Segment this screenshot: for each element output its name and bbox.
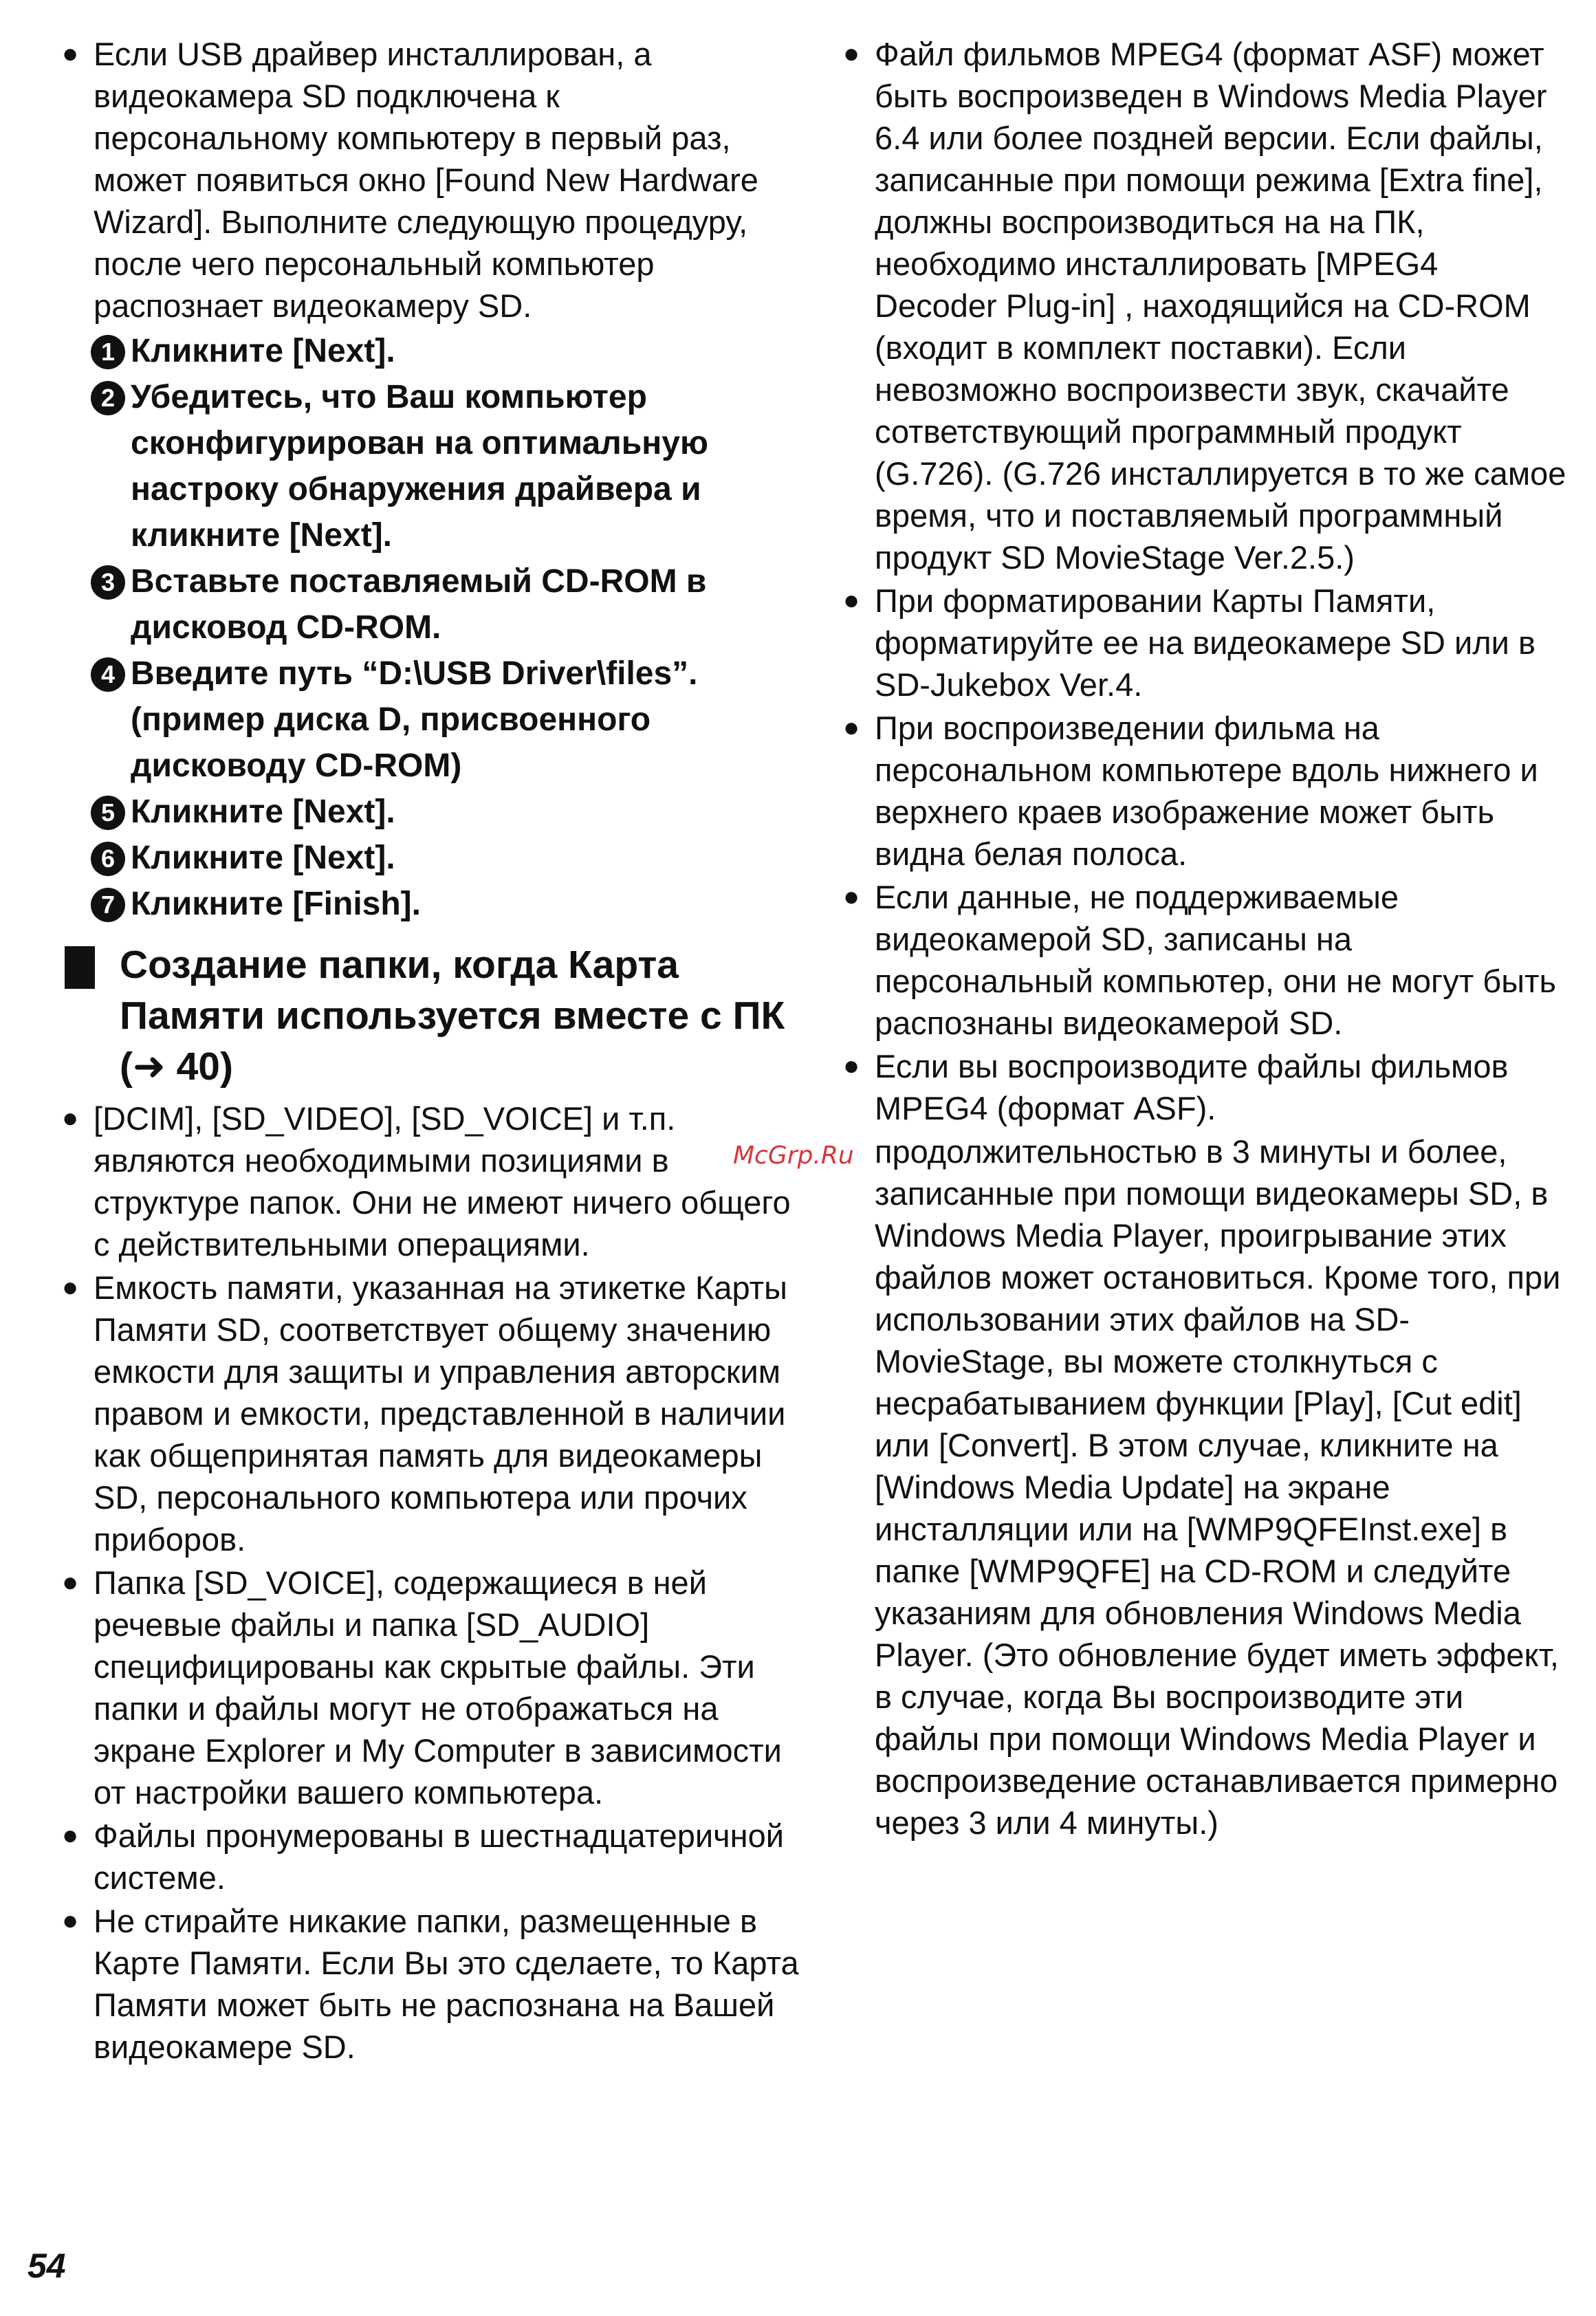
section-heading	[59, 939, 802, 1092]
step-number-5: 5	[91, 796, 125, 830]
step-number-6: 6	[91, 842, 125, 876]
bullet-icon: ●	[843, 585, 860, 615]
step-5	[59, 789, 802, 835]
section-marker-icon	[65, 946, 95, 989]
right-column	[840, 33, 1569, 1844]
step-text-7: Кликните [Finish].	[131, 886, 421, 922]
list-item	[840, 580, 1569, 706]
step-7	[59, 881, 802, 927]
list-item-text: При воспроизведении фильма на персональном компьютере вдоль нижнего и верхнего краев изображение может быть видна белая полоса.	[875, 710, 1538, 872]
bullet-icon: ●	[843, 1051, 860, 1081]
list-item	[840, 33, 1569, 578]
step-number-2: 2	[91, 381, 125, 415]
list-item-text: Файлы пронумерованы в шестнадцатеричной системе.	[94, 1817, 784, 1896]
step-text-1: Кликните [Next].	[131, 333, 395, 369]
list-item	[59, 1562, 802, 1813]
list-item-text: Емкость памяти, указанная на этикетке Карты Памяти SD, соответствует общему значению емкости для защиты и управления авторским правом и емкости, представленной в наличии как общепринятая память для видеокамеры SD, персонального компьютера или прочих приборов.	[94, 1269, 787, 1558]
list-item	[840, 707, 1569, 875]
step-6	[59, 835, 802, 881]
list-item	[59, 1815, 802, 1899]
bullet-icon: ●	[62, 1567, 79, 1597]
step-text-2: Убедитесь, что Ваш компьютер сконфигурирован на оптимальную настроку обнаружения драйвера и кликните [Next].	[131, 379, 708, 554]
step-3	[59, 558, 802, 651]
left-column	[59, 33, 802, 2069]
step-number-3: 3	[91, 565, 125, 600]
step-4	[59, 651, 802, 789]
bullet-icon: ●	[62, 1905, 79, 1936]
list-item	[840, 876, 1569, 1044]
list-item-text: Файл фильмов MPEG4 (формат ASF) может быть воспроизведен в Windows Media Player 6.4 или более поздней версии. Если файлы, записанные при помощи режима [Extra fine], должны воспроизводиться на на ПК, необходимо инсталлировать [MPEG4 Decoder Plug-in] , находящийся на CD-ROM (входит в комплект поставки). Если невозможно воспроизвести звук, скачайте сответствующий программный продукт (G.726). (G.726 инсталлируется в то же самое время, что и поставляемый программный продукт SD MovieStage Ver.2.5.)	[875, 36, 1566, 576]
list-item-text: Папка [SD_VOICE], содержащиеся в ней речевые файлы и папка [SD_AUDIO] специфицированы как скрытые файлы. Эти папки и файлы могут не отображаться на экране Explorer и My Computer в зависимости от настройки вашего компьютера.	[94, 1564, 782, 1811]
bullet-icon: ●	[62, 1272, 79, 1302]
list-item-text: При форматировании Карты Памяти, форматируйте ее на видеокамере SD или в SD-Jukebox Ver.4.	[875, 582, 1535, 703]
page-number: 54	[28, 2247, 66, 2285]
step-text-5: Кликните [Next].	[131, 794, 395, 830]
step-2	[59, 374, 802, 558]
list-item-text: Если вы воспроизводите файлы фильмов MPEG4 (формат ASF).	[875, 1048, 1509, 1126]
step-text-6: Кликните [Next].	[131, 840, 395, 876]
bullet-icon: ●	[62, 39, 79, 69]
bullet-icon: ●	[843, 712, 860, 743]
step-number-4: 4	[91, 657, 125, 692]
intro-paragraph	[59, 33, 802, 327]
list-item	[59, 1267, 802, 1560]
watermark-logo: McGrp.Ru	[733, 1141, 854, 1170]
list-item-text: Не стирайте никакие папки, размещенные в Карте Памяти. Если Вы это сделаете, то Карта Памяти может быть не распознана на Вашей видеокамере SD.	[94, 1903, 799, 2065]
step-number-7: 7	[91, 888, 125, 922]
bullet-icon: ●	[843, 39, 860, 69]
step-number-1: 1	[91, 335, 125, 369]
list-item-text: [DCIM], [SD_VIDEO], [SD_VOICE] и т.п. являются необходимыми позициями в структуре папок. Они не имеют ничего общего с действительными операциями.	[94, 1100, 791, 1263]
list-item	[840, 1045, 1569, 1129]
list-item	[59, 1097, 802, 1265]
bullet-icon: ●	[62, 1103, 79, 1133]
bullet-icon: ●	[62, 1820, 79, 1850]
step-text-4: Введите путь “D:\USB Driver\files”. (пример диска D, присвоенного дисководу CD-ROM)	[131, 655, 698, 784]
bullet-icon: ●	[843, 882, 860, 912]
step-text-3: Вставьте поставляемый CD-ROM в дисковод CD-ROM.	[131, 563, 707, 646]
section-title: Создание папки, когда Карта Памяти используется вместе с ПК (➜ 40)	[120, 943, 785, 1089]
list-item-text: Если данные, не поддерживаемые видеокамерой SD, записаны на персональный компьютер, они не могут быть распознаны видеокамерой SD.	[875, 879, 1556, 1041]
step-1	[59, 328, 802, 374]
intro-text: Если USB драйвер инсталлирован, а видеокамера SD подключена к персональному компьютеру в первый раз, может появиться окно [Found New Hardware Wizard]. Выполните следующую процедуру, после чего персональный компьютер распознает видеокамеру SD.	[94, 36, 758, 324]
list-item	[59, 1900, 802, 2068]
continuation-paragraph: продолжительностью в 3 минуты и более, записанные при помощи видеокамеры SD, в Windows Media Player, проигрывание этих файлов может остановиться. Кроме того, при использовании этих файлов на SD-MovieStage, вы можете столкнуться с несрабатыванием функции [Play], [Cut edit] или [Convert]. В этом случае, кликните на [Windows Media Update] на экране инсталляции или на [WMP9QFEInst.exe] в папке [WMP9QFE] на CD-ROM и следуйте указаниям для обновления Windows Media Player. (Это обновление будет иметь эффект, в случае, когда Вы воспроизводите эти файлы при помощи Windows Media Player и воспроизведение останавливается примерно через 3 или 4 минуты.)	[875, 1133, 1561, 1841]
